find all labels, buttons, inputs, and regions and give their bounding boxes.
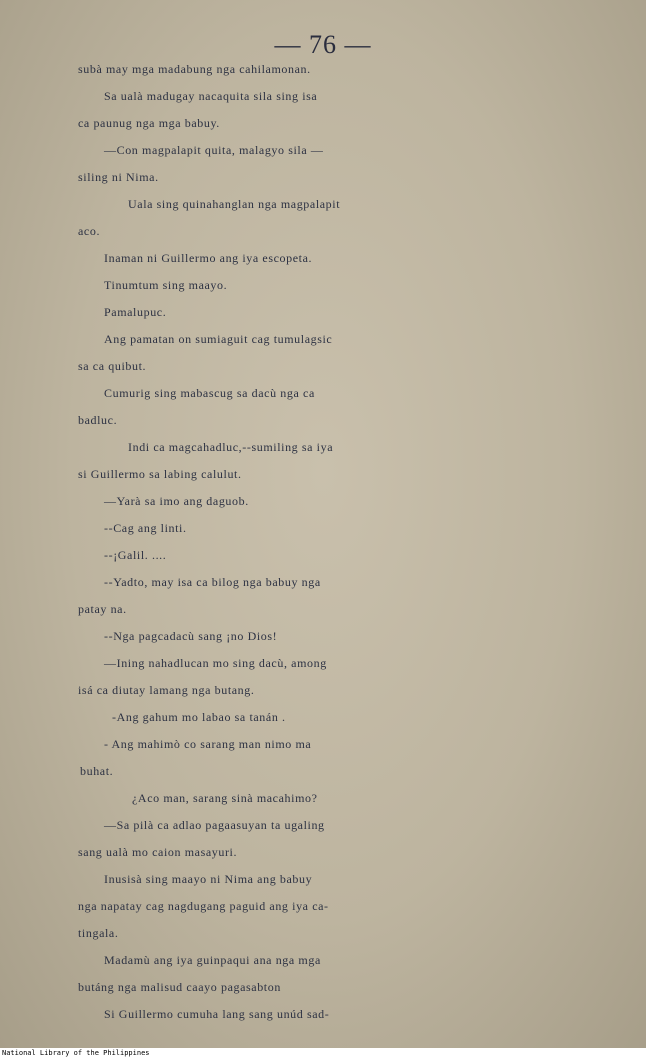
text-line: sa ca quibut.: [78, 359, 147, 373]
text-line: tingala.: [78, 926, 119, 940]
text-line: - Ang mahimò co sarang man nimo ma: [104, 737, 312, 751]
text-line: —Ining nahadlucan mo sing dacù, among: [104, 656, 327, 670]
text-line: --Yadto, may isa ca bilog nga babuy nga: [104, 575, 321, 589]
text-line: -Ang gahum mo labao sa tanán .: [112, 710, 286, 724]
text-line: Inaman ni Guillermo ang iya escopeta.: [104, 251, 313, 265]
text-line: aco.: [78, 224, 101, 238]
text-line: Pamalupuc.: [104, 305, 167, 319]
text-line: Ang pamatan on sumiaguit cag tumulagsic: [104, 332, 333, 346]
text-line: butáng nga malisud caayo pagasabton: [78, 980, 281, 994]
text-line: --¡Galil. ....: [104, 548, 167, 562]
text-line: —Con magpalapit quita, malagyo sila —: [104, 143, 324, 157]
text-line: siling ni Nima.: [78, 170, 159, 184]
text-line: nga napatay cag nagdugang paguid ang iya ca-: [78, 899, 329, 913]
text-line: Sa ualà madugay nacaquita sila sing isa: [104, 89, 318, 103]
text-line: Indi ca magcahadluc,--sumiling sa iya: [128, 440, 334, 454]
page-number: — 76 —: [274, 30, 372, 59]
text-line: --Cag ang linti.: [104, 521, 187, 535]
text-line: badluc.: [78, 413, 118, 427]
text-line: ca paunug nga mga babuy.: [78, 116, 220, 130]
text-line: ¿Aco man, sarang sinà macahimo?: [132, 791, 318, 805]
text-line: Uala sing quinahanglan nga magpalapit: [128, 197, 341, 211]
text-line: Cumurig sing mabascug sa dacù nga ca: [104, 386, 315, 400]
text-line: Si Guillermo cumuha lang sang unúd sad-: [104, 1007, 330, 1021]
text-line: —Yarà sa imo ang daguob.: [104, 494, 249, 508]
text-line: Tinumtum sing maayo.: [104, 278, 228, 292]
library-credit: National Library of the Philippines: [2, 1049, 150, 1057]
text-line: Inusisà sing maayo ni Nima ang babuy: [104, 872, 313, 886]
text-line: sang ualà mo caion masayuri.: [78, 845, 238, 859]
text-line: --Nga pagcadacù sang ¡no Dios!: [104, 629, 278, 643]
text-line: Madamù ang iya guinpaqui ana nga mga: [104, 953, 321, 967]
text-line: buhat.: [80, 764, 114, 778]
text-line: subà may mga madabung nga cahilamonan.: [78, 62, 311, 76]
text-line: patay na.: [78, 602, 127, 616]
text-line: —Sa pilà ca adlao pagaasuyan ta ugaling: [104, 818, 325, 832]
text-line: si Guillermo sa labing calulut.: [78, 467, 242, 481]
text-line: isá ca diutay lamang nga butang.: [78, 683, 255, 697]
